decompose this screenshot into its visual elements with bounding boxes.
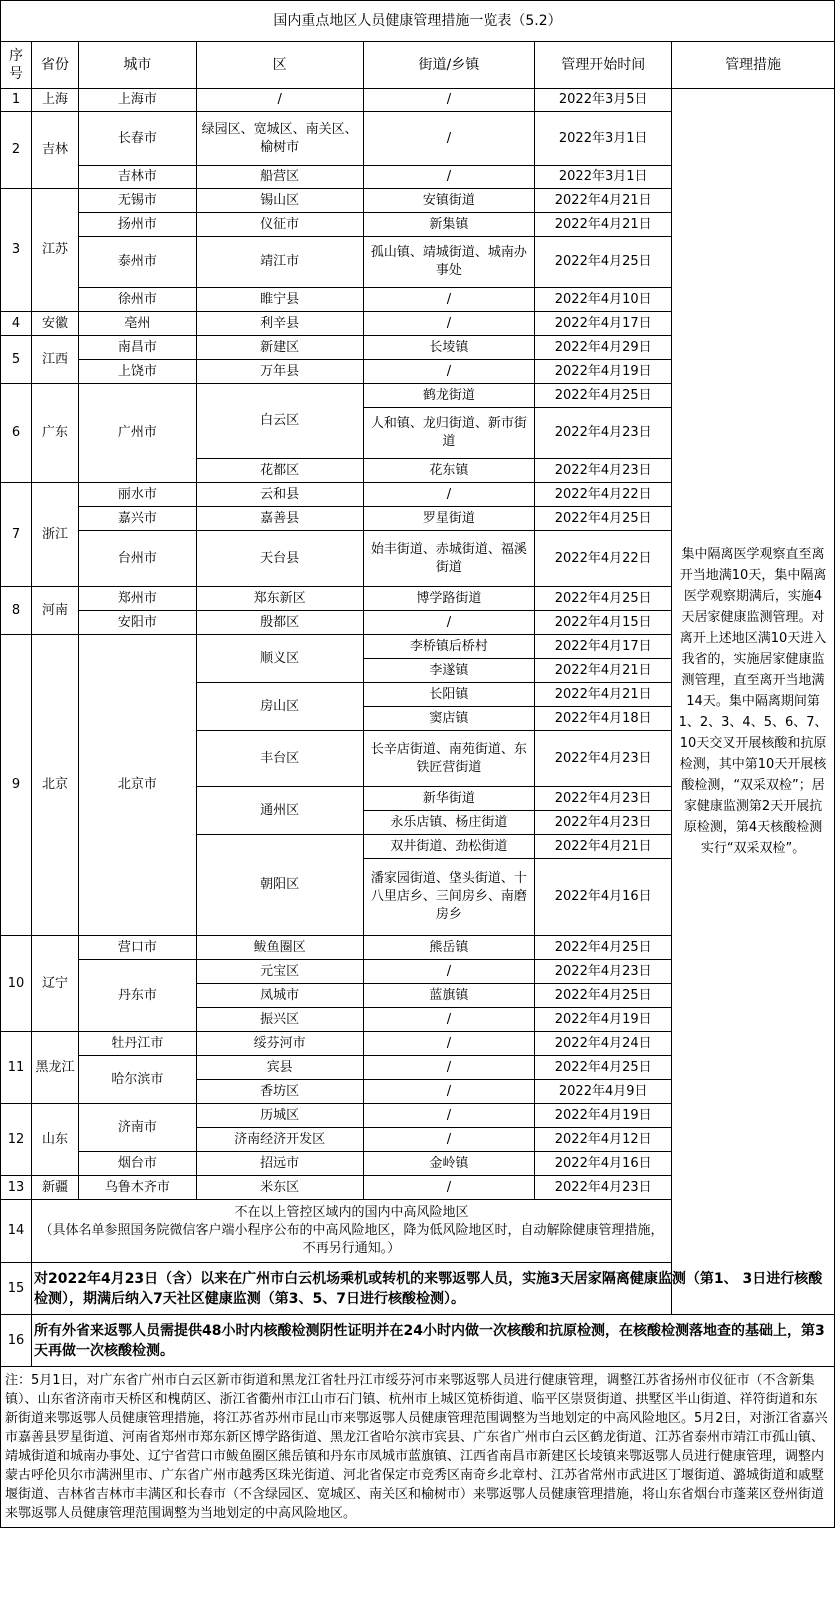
date-cell: 2022年4月15日	[535, 611, 672, 635]
date-cell: 2022年4月25日	[535, 587, 672, 611]
adjustment-note: 注：5月1日，对广东省广州市白云区新市街道和黑龙江省牡丹江市绥芬河市来鄂返鄂人员进行健康管理，调整江苏省扬州市仪征市（不含新集镇）、山东省济南市天桥区和槐荫区、浙江省衢州市江山市石门镇、杭州市上城区笕桥街道、临平区崇贤街道、拱墅区半山街道、祥符街道和东新街道来鄂返鄂人员健康管理措施，将江苏省苏州市昆山市来鄂返鄂人员健康管理范围调整为当地划定的中高风险地区。5月2日，对浙江省嘉兴市嘉善县罗星街道、河南省郑州市郑东新区博学路街道、黑龙江省哈尔滨市宾县、广东省广州市白云区鹤龙街道、江苏省泰州市靖江市孤山镇、靖城街道和城南办事处、辽宁省营口市鲅鱼圈区熊岳镇和丹东市凤城市蓝旗镇、江西省南昌市新建区长堎镇来鄂返鄂人员进行健康管理，调整内蒙古呼伦贝尔市满洲里市、广东省广州市越秀区珠光街道、河北省保定市竞秀区南奇乡北章村、江苏省常州市武进区丁堰街道、潞城街道和戚墅堰街道、吉林省吉林市丰满区和长春市（不含绿园区、宽城区、南关区和榆树市）来鄂返鄂人员健康管理措施，将山东省烟台市蓬莱区登州街道来鄂返鄂人员健康管理范围调整为当地划定的中高风险地区。	[1, 1367, 835, 1528]
district-cell: 元宝区	[196, 960, 363, 984]
city-cell: 亳州	[78, 312, 196, 336]
date-cell: 2022年4月23日	[535, 459, 672, 483]
date-cell: 2022年4月22日	[535, 531, 672, 587]
city-cell: 台州市	[78, 531, 196, 587]
out-of-province-measure-cell: 所有外省来返鄂人员需提供48小时内核酸检测阴性证明并在24小时内做一次核酸和抗原检测，在核酸检测落地查的基础上，第3天再做一次核酸检测。	[31, 1315, 834, 1367]
district-cell: 丰台区	[196, 731, 363, 787]
district-cell: 白云区	[196, 384, 363, 459]
row-no: 7	[1, 483, 32, 587]
street-cell: /	[363, 1008, 535, 1032]
city-cell: 长春市	[78, 112, 196, 166]
province-cell: 黑龙江	[31, 1032, 78, 1104]
street-cell: /	[363, 611, 535, 635]
street-cell: /	[363, 960, 535, 984]
province-cell: 安徽	[31, 312, 78, 336]
street-cell: 长辛店街道、南苑街道、东铁匠营街道	[363, 731, 535, 787]
date-cell: 2022年4月21日	[535, 659, 672, 683]
street-cell: 长阳镇	[363, 683, 535, 707]
city-cell: 安阳市	[78, 611, 196, 635]
district-cell: 振兴区	[196, 1008, 363, 1032]
date-cell: 2022年4月19日	[535, 1008, 672, 1032]
city-cell: 上饶市	[78, 360, 196, 384]
district-cell: 凤城市	[196, 984, 363, 1008]
city-cell: 营口市	[78, 936, 196, 960]
district-cell: 香坊区	[196, 1080, 363, 1104]
date-cell: 2022年4月23日	[535, 960, 672, 984]
city-cell: 丽水市	[78, 483, 196, 507]
street-cell: 窦店镇	[363, 707, 535, 731]
street-cell: 李遂镇	[363, 659, 535, 683]
city-cell: 烟台市	[78, 1152, 196, 1176]
district-cell: 房山区	[196, 683, 363, 731]
district-cell: 济南经济开发区	[196, 1128, 363, 1152]
street-cell: 蓝旗镇	[363, 984, 535, 1008]
street-cell: 罗星街道	[363, 507, 535, 531]
date-cell: 2022年4月21日	[535, 835, 672, 859]
city-cell: 牡丹江市	[78, 1032, 196, 1056]
row-no: 2	[1, 112, 32, 189]
row-no: 14	[1, 1200, 32, 1263]
street-cell: 人和镇、龙归街道、新市街道	[363, 408, 535, 459]
street-cell: 潘家园街道、垡头街道、十八里店乡、三间房乡、南磨房乡	[363, 859, 535, 936]
row-no: 4	[1, 312, 32, 336]
city-cell: 郑州市	[78, 587, 196, 611]
other-risk-areas-cell	[31, 1200, 671, 1263]
date-cell: 2022年4月9日	[535, 1080, 672, 1104]
street-cell: /	[363, 1032, 535, 1056]
date-cell: 2022年4月25日	[535, 507, 672, 531]
date-cell: 2022年4月10日	[535, 288, 672, 312]
street-cell: 始丰街道、赤城街道、福溪街道	[363, 531, 535, 587]
date-cell: 2022年4月21日	[535, 189, 672, 213]
street-cell: 金岭镇	[363, 1152, 535, 1176]
row-no: 8	[1, 587, 32, 635]
street-cell: 新华街道	[363, 787, 535, 811]
district-cell: 锡山区	[196, 189, 363, 213]
date-cell: 2022年4月23日	[535, 1176, 672, 1200]
date-cell: 2022年4月16日	[535, 859, 672, 936]
header-street: 街道/乡镇	[363, 42, 535, 89]
city-cell: 扬州市	[78, 213, 196, 237]
date-cell: 2022年4月19日	[535, 1104, 672, 1128]
header-city: 城市	[78, 42, 196, 89]
district-cell: 通州区	[196, 787, 363, 835]
street-cell: /	[363, 288, 535, 312]
row-no: 13	[1, 1176, 32, 1200]
district-cell: 顺义区	[196, 635, 363, 683]
city-cell: 济南市	[78, 1104, 196, 1152]
street-cell: 花东镇	[363, 459, 535, 483]
province-cell: 上海	[31, 89, 78, 112]
district-cell: 天台县	[196, 531, 363, 587]
district-cell: 历城区	[196, 1104, 363, 1128]
street-cell: /	[363, 1080, 535, 1104]
date-cell: 2022年4月18日	[535, 707, 672, 731]
date-cell: 2022年4月23日	[535, 787, 672, 811]
header-province: 省份	[31, 42, 78, 89]
street-cell: /	[363, 312, 535, 336]
table-row	[1, 1263, 835, 1315]
district-cell: 云和县	[196, 483, 363, 507]
district-cell: 绿园区、宽城区、南关区、榆树市	[196, 112, 363, 166]
district-cell: 船营区	[196, 166, 363, 189]
city-cell: 上海市	[78, 89, 196, 112]
row-no: 16	[1, 1315, 32, 1367]
street-cell: 安镇街道	[363, 189, 535, 213]
date-cell: 2022年4月23日	[535, 811, 672, 835]
other-risk-areas-detail: （具体名单参照国务院微信客户端小程序公布的中高风险地区，降为低风险地区时，自动解除健康管理措施，不再另行通知。）	[39, 1223, 664, 1256]
date-cell: 2022年3月1日	[535, 166, 672, 189]
measure-cell: 集中隔离医学观察直至离开当地满10天，集中隔离医学观察期满后，实施4天居家健康监测管理。对离开上述地区满10天进入我省的，实施居家健康监测管理，直至离开当地满14天。集中隔离期间第1、2、3、4、5、6、7、10天交叉开展核酸和抗原检测，其中第10天开展核酸检测，“双采双检”；居家健康监测第2天开展抗原检测，第4天核酸检测实行“双采双检”。	[672, 89, 835, 1315]
street-cell: 永乐店镇、杨庄街道	[363, 811, 535, 835]
district-cell: 嘉善县	[196, 507, 363, 531]
street-cell: 李桥镇后桥村	[363, 635, 535, 659]
airport-measure-cell: 对2022年4月23日（含）以来在广州市白云机场乘机或转机的来鄂返鄂人员，实施3天居家隔离健康监测（第1、 3日进行核酸检测），期满后纳入7天社区健康监测（第3、5、7日进行核酸检测）。	[31, 1263, 834, 1315]
date-cell: 2022年3月1日	[535, 112, 672, 166]
street-cell: /	[363, 1104, 535, 1128]
city-cell: 泰州市	[78, 237, 196, 288]
province-cell: 辽宁	[31, 936, 78, 1032]
street-cell: 长堎镇	[363, 336, 535, 360]
district-cell: 米东区	[196, 1176, 363, 1200]
other-risk-areas-title: 不在以上管控区域内的国内中高风险地区	[234, 1205, 469, 1220]
row-no: 3	[1, 189, 32, 312]
date-cell: 2022年4月17日	[535, 312, 672, 336]
district-cell: 郑东新区	[196, 587, 363, 611]
row-no: 5	[1, 336, 32, 384]
row-no: 6	[1, 384, 32, 483]
city-cell: 吉林市	[78, 166, 196, 189]
date-cell: 2022年4月12日	[535, 1128, 672, 1152]
city-cell: 北京市	[78, 635, 196, 936]
province-cell: 北京	[31, 635, 78, 936]
city-cell: 丹东市	[78, 960, 196, 1032]
district-cell: 朝阳区	[196, 835, 363, 936]
date-cell: 2022年4月22日	[535, 483, 672, 507]
city-cell: 南昌市	[78, 336, 196, 360]
row-no: 12	[1, 1104, 32, 1176]
street-cell: /	[363, 1128, 535, 1152]
province-cell: 新疆	[31, 1176, 78, 1200]
street-cell: /	[363, 483, 535, 507]
district-cell: 鲅鱼圈区	[196, 936, 363, 960]
city-cell: 徐州市	[78, 288, 196, 312]
date-cell: 2022年4月25日	[535, 384, 672, 408]
street-cell: 双井街道、劲松街道	[363, 835, 535, 859]
province-cell: 江西	[31, 336, 78, 384]
date-cell: 2022年4月21日	[535, 683, 672, 707]
street-cell: /	[363, 89, 535, 112]
district-cell: 殷都区	[196, 611, 363, 635]
date-cell: 2022年4月16日	[535, 1152, 672, 1176]
street-cell: /	[363, 360, 535, 384]
province-cell: 河南	[31, 587, 78, 635]
province-cell: 广东	[31, 384, 78, 483]
date-cell: 2022年4月21日	[535, 213, 672, 237]
table-row	[1, 1315, 835, 1367]
city-cell: 广州市	[78, 384, 196, 483]
street-cell: 博学路街道	[363, 587, 535, 611]
city-cell: 无锡市	[78, 189, 196, 213]
header-no: 序号	[1, 42, 32, 89]
row-no: 10	[1, 936, 32, 1032]
date-cell: 2022年4月29日	[535, 336, 672, 360]
city-cell: 嘉兴市	[78, 507, 196, 531]
date-cell: 2022年4月25日	[535, 1056, 672, 1080]
province-cell: 山东	[31, 1104, 78, 1176]
date-cell: 2022年4月23日	[535, 408, 672, 459]
street-cell: /	[363, 166, 535, 189]
date-cell: 2022年4月17日	[535, 635, 672, 659]
city-cell: 乌鲁木齐市	[78, 1176, 196, 1200]
row-no: 1	[1, 89, 32, 112]
district-cell: 靖江市	[196, 237, 363, 288]
date-cell: 2022年4月23日	[535, 731, 672, 787]
province-cell: 吉林	[31, 112, 78, 189]
district-cell: 招远市	[196, 1152, 363, 1176]
street-cell: /	[363, 112, 535, 166]
district-cell: 花都区	[196, 459, 363, 483]
row-no: 9	[1, 635, 32, 936]
province-cell: 江苏	[31, 189, 78, 312]
district-cell: 利辛县	[196, 312, 363, 336]
street-cell: 熊岳镇	[363, 936, 535, 960]
date-cell: 2022年4月25日	[535, 237, 672, 288]
row-no: 11	[1, 1032, 32, 1104]
table-row	[1, 89, 835, 112]
district-cell: /	[196, 89, 363, 112]
street-cell: /	[363, 1056, 535, 1080]
date-cell: 2022年4月25日	[535, 984, 672, 1008]
header-measure: 管理措施	[672, 42, 835, 89]
street-cell: 新集镇	[363, 213, 535, 237]
street-cell: 鹤龙街道	[363, 384, 535, 408]
street-cell: 孤山镇、靖城街道、城南办事处	[363, 237, 535, 288]
district-cell: 仪征市	[196, 213, 363, 237]
city-cell: 哈尔滨市	[78, 1056, 196, 1104]
district-cell: 绥芬河市	[196, 1032, 363, 1056]
date-cell: 2022年4月19日	[535, 360, 672, 384]
date-cell: 2022年4月24日	[535, 1032, 672, 1056]
table-title: 国内重点地区人员健康管理措施一览表（5.2）	[1, 1, 835, 42]
street-cell: /	[363, 1176, 535, 1200]
province-cell: 浙江	[31, 483, 78, 587]
district-cell: 睢宁县	[196, 288, 363, 312]
district-cell: 万年县	[196, 360, 363, 384]
date-cell: 2022年3月5日	[535, 89, 672, 112]
date-cell: 2022年4月25日	[535, 936, 672, 960]
header-district: 区	[196, 42, 363, 89]
header-start-time: 管理开始时间	[535, 42, 672, 89]
row-no: 15	[1, 1263, 32, 1315]
district-cell: 宾县	[196, 1056, 363, 1080]
district-cell: 新建区	[196, 336, 363, 360]
table-row	[1, 1367, 835, 1528]
